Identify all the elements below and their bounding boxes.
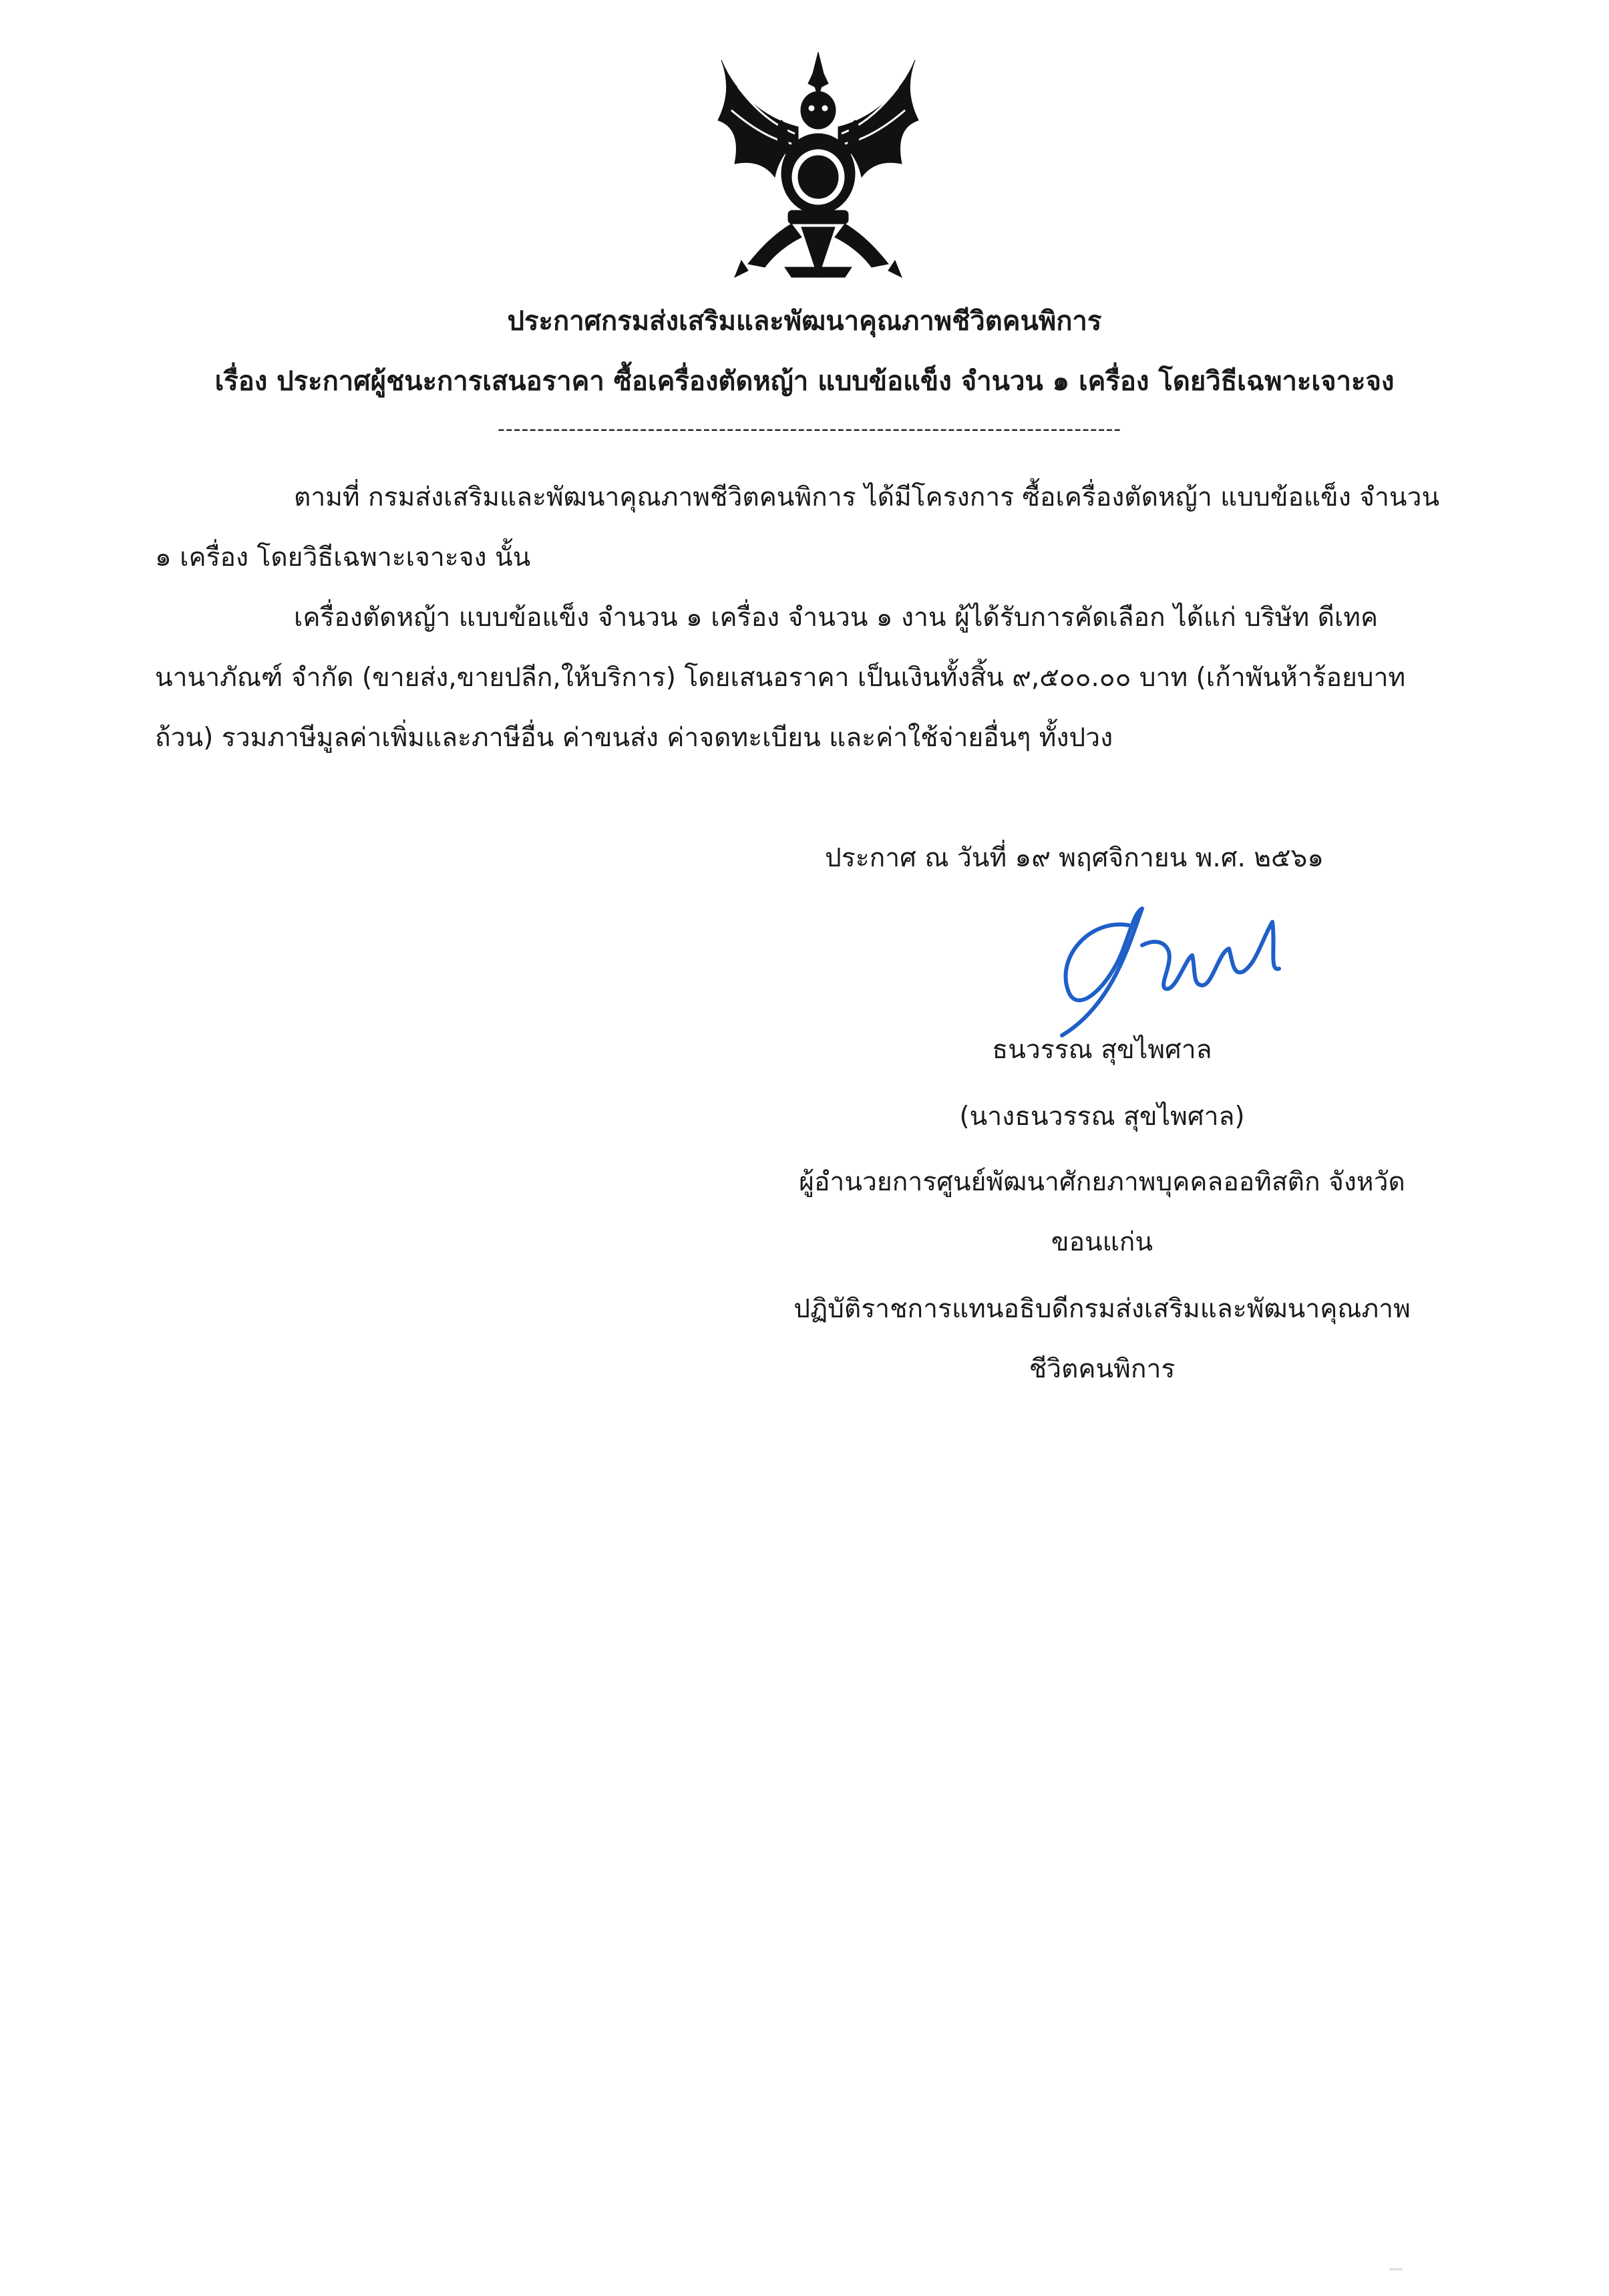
paragraph-1-line-1: ตามที่ กรมส่งเสริมและพัฒนาคุณภาพชีวิตคนพิการ ได้มีโครงการ ซื้อเครื่องตัดหญ้า แบบข้อแข็ง จำนวน [294,482,1440,512]
handwritten-signature [1042,885,1322,1039]
heading-divider: ------------------------------------------------------------------------------- [498,418,1122,441]
announcement-date: ประกาศ ณ วันที่ ๑๙ พฤศจิกายน พ.ศ. ๒๕๖๑ [825,843,1324,873]
signer-position-line-1: ผู้อำนวยการศูนย์พัฒนาศักยภาพบุคคลออทิสติก จังหวัด [799,1167,1405,1197]
paragraph-2-line-3: ถ้วน) รวมภาษีมูลค่าเพิ่มและภาษีอื่น ค่าขนส่ง ค่าจดทะเบียน และค่าใช้จ่ายอื่นๆ ทั้งปวง [155,723,1113,753]
acting-line-2: ชีวิตคนพิการ [1029,1354,1176,1384]
paragraph-1-line-2: ๑ เครื่อง โดยวิธีเฉพาะเจาะจง นั้น [155,542,531,572]
paragraph-2-line-2: นานาภัณฑ์ จำกัด (ขายส่ง,ขายปลีก,ให้บริการ) โดยเสนอราคา เป็นเงินทั้งสิ้น ๙,๕๐๐.๐๐ บาท (เก้าพันห้าร้อยบาท [155,663,1406,693]
agency-heading: ประกาศกรมส่งเสริมและพัฒนาคุณภาพชีวิตคนพิการ [507,306,1102,337]
subject-heading: เรื่อง ประกาศผู้ชนะการเสนอราคา ซื้อเครื่องตัดหญ้า แบบข้อแข็ง จำนวน ๑ เครื่อง โดยวิธีเฉพาะเจาะจง [214,366,1395,397]
signer-position-line-2: ขอนแก่น [1051,1227,1153,1257]
scan-artifact [1389,2268,1403,2271]
garuda-emblem-icon [711,47,925,301]
signer-name: ธนวรรณ สุขไพศาล [992,1035,1212,1065]
acting-line-1: ปฏิบัติราชการแทนอธิบดีกรมส่งเสริมและพัฒนาคุณภาพ [793,1294,1411,1324]
paragraph-2-line-1: เครื่องตัดหญ้า แบบข้อแข็ง จำนวน ๑ เครื่อง จำนวน ๑ งาน ผู้ได้รับการคัดเลือก ได้แก่ บริษัท ดีเทค [294,603,1379,633]
signer-full-name: (นางธนวรรณ สุขไพศาล) [959,1102,1245,1132]
